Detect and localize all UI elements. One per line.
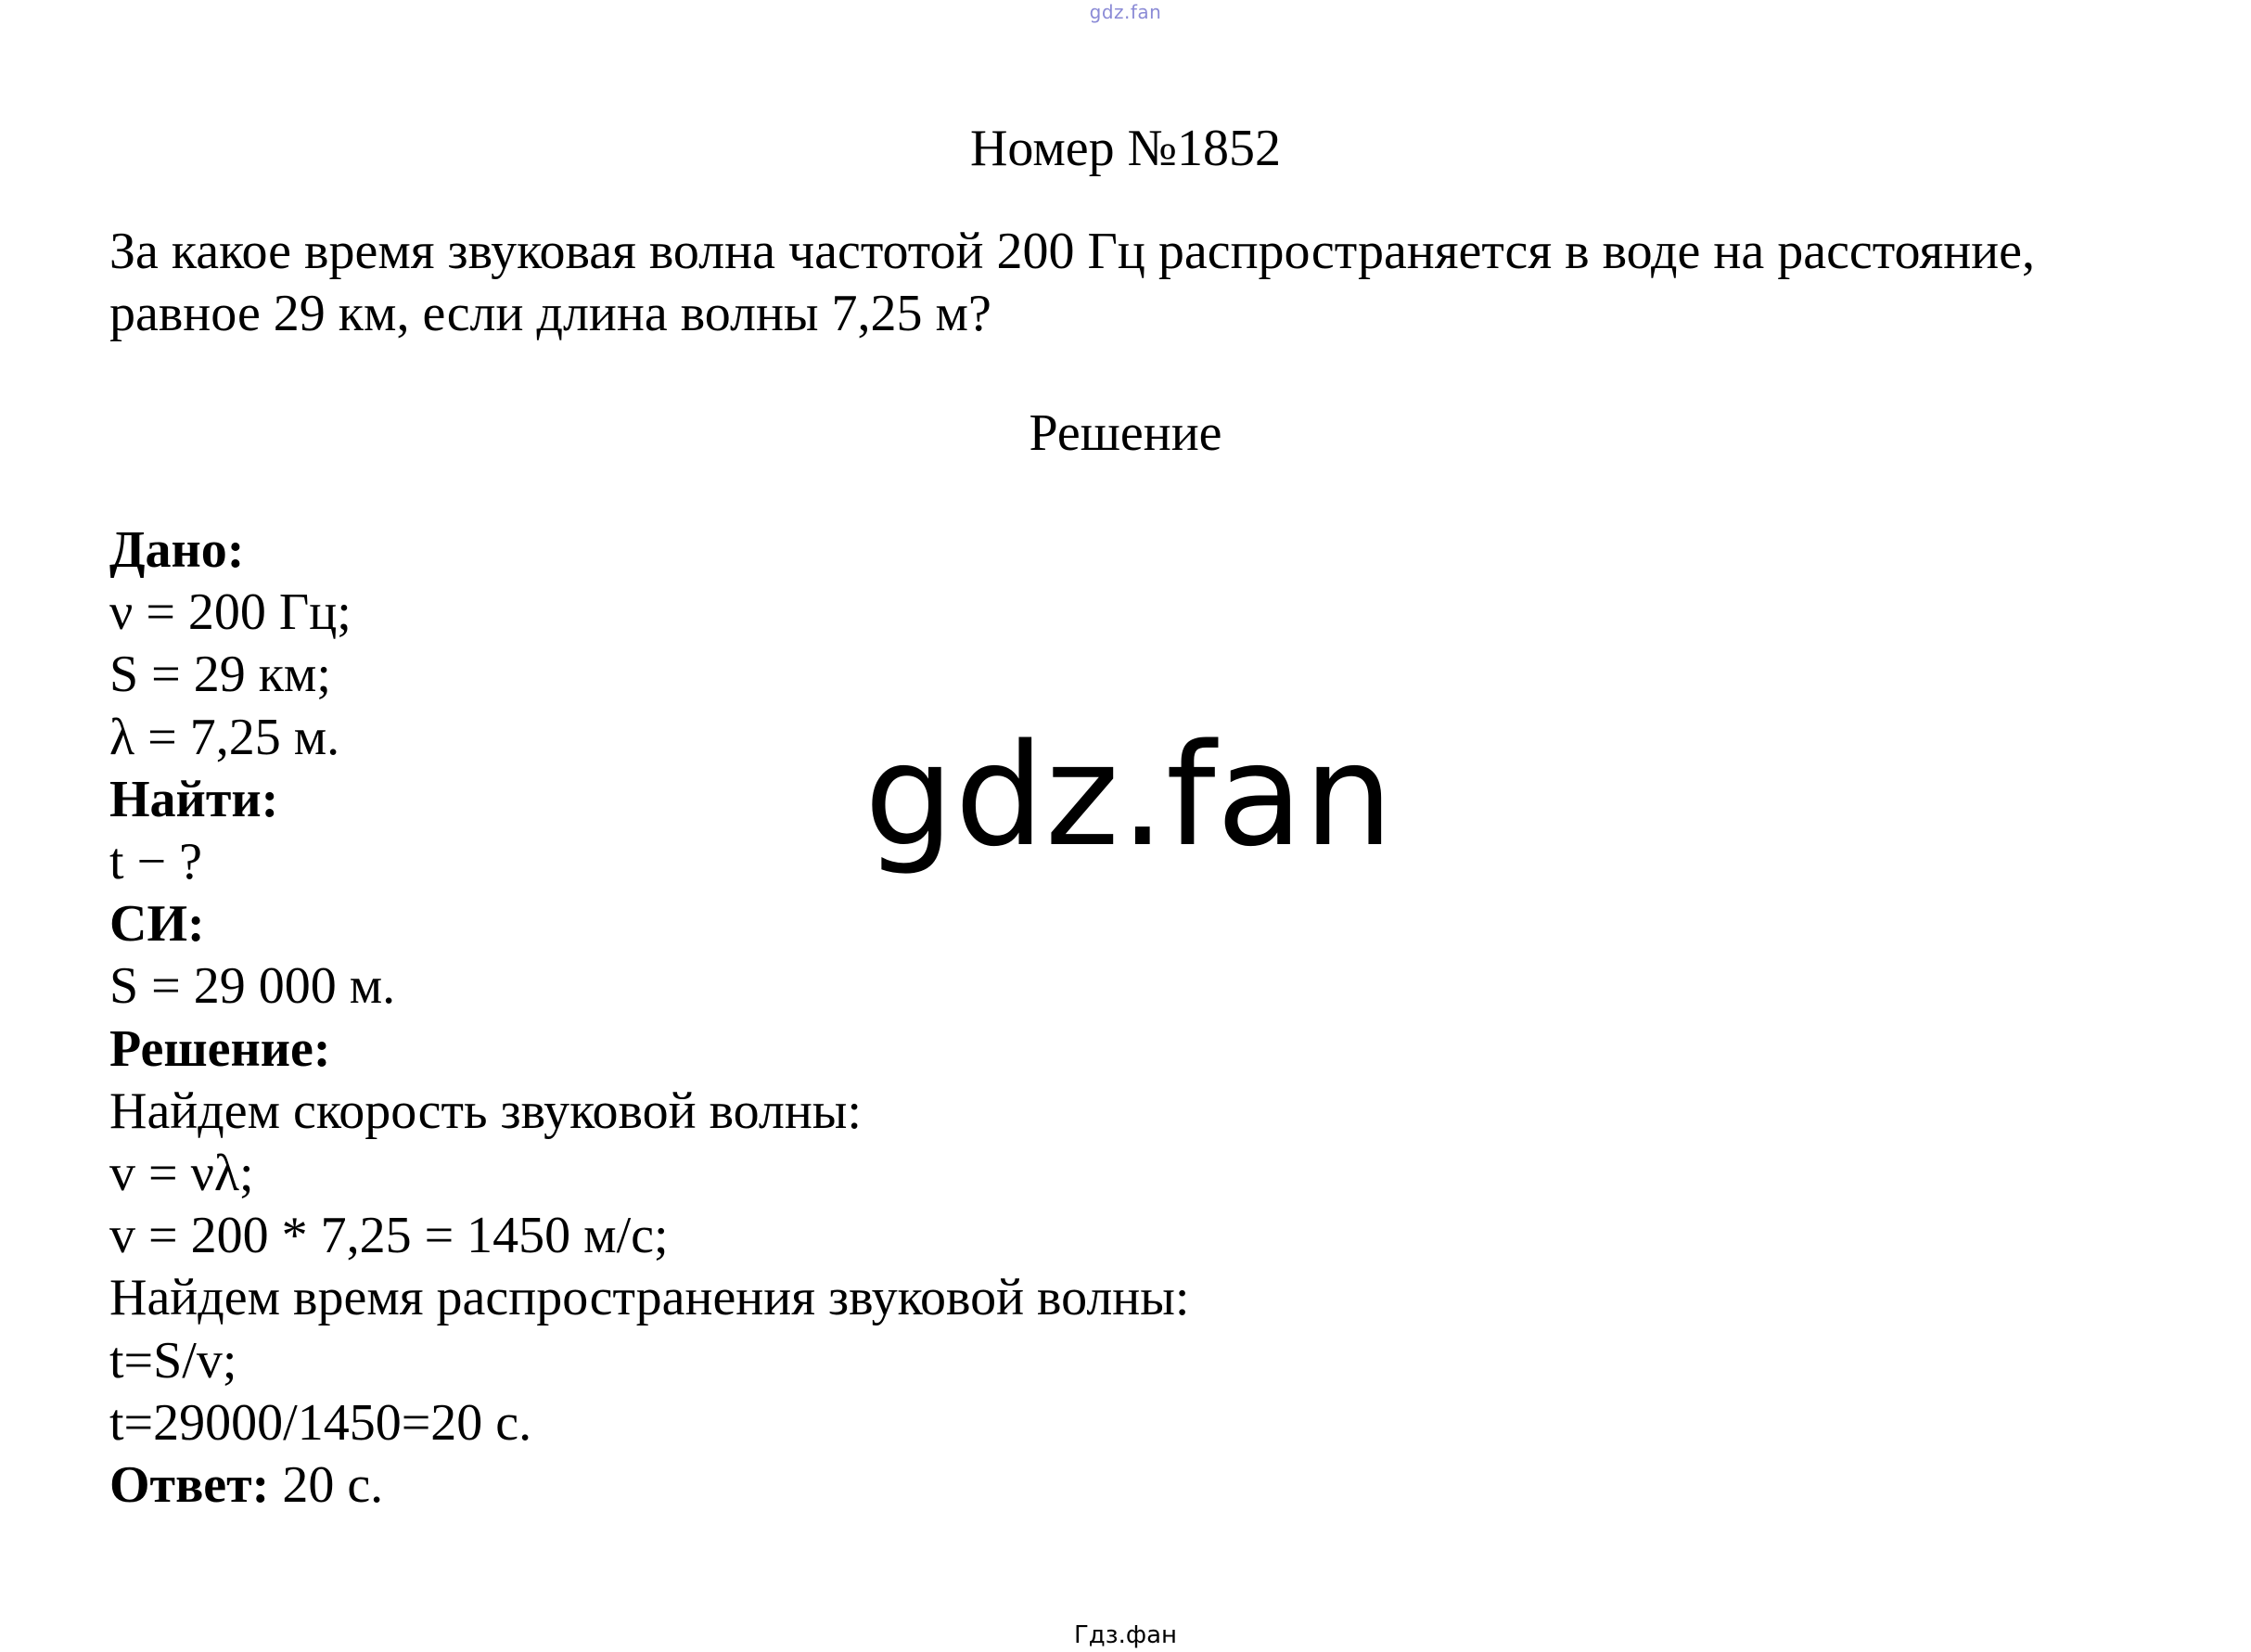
site-mark: gdz.fan (1089, 1, 1162, 23)
answer-label: Ответ: (109, 1456, 270, 1515)
given-line: λ = 7,25 м. (109, 708, 340, 766)
si-label: СИ: (109, 895, 205, 954)
solution-line: Найдем скорость звуковой волны: (109, 1082, 862, 1140)
solution-line: t=S/v; (109, 1331, 237, 1389)
page-title: Номер №1852 (969, 120, 1282, 177)
solution-line: Найдем время распространения звуковой волны: (109, 1269, 1190, 1327)
given-line: ν = 200 Гц; (109, 583, 352, 642)
problem-statement: За какое время звуковая волна частотой 200 Гц распространяется в воде на расстояние, равное 29 км, если длина волны 7,25 м? (109, 223, 2035, 342)
answer-value: 20 с. (269, 1456, 384, 1515)
solution-line: t=29000/1450=20 с. (109, 1393, 532, 1452)
given-line: S = 29 км; (109, 646, 331, 704)
si-line: S = 29 000 м. (109, 957, 396, 1016)
solution-heading: Решение (1029, 404, 1222, 462)
solution-line: v = 200 * 7,25 = 1450 м/с; (109, 1207, 669, 1265)
find-line: t − ? (109, 833, 202, 891)
watermark: gdz.fan (863, 713, 1395, 877)
find-label: Найти: (109, 770, 279, 828)
footer-text: Гдз.фан (1073, 1621, 1178, 1649)
solution-line: v = νλ; (109, 1145, 254, 1203)
solution-content (109, 519, 1501, 1517)
answer-line (109, 1454, 1501, 1517)
solution-label: Решение: (109, 1019, 331, 1078)
given-label: Дано: (109, 521, 245, 579)
